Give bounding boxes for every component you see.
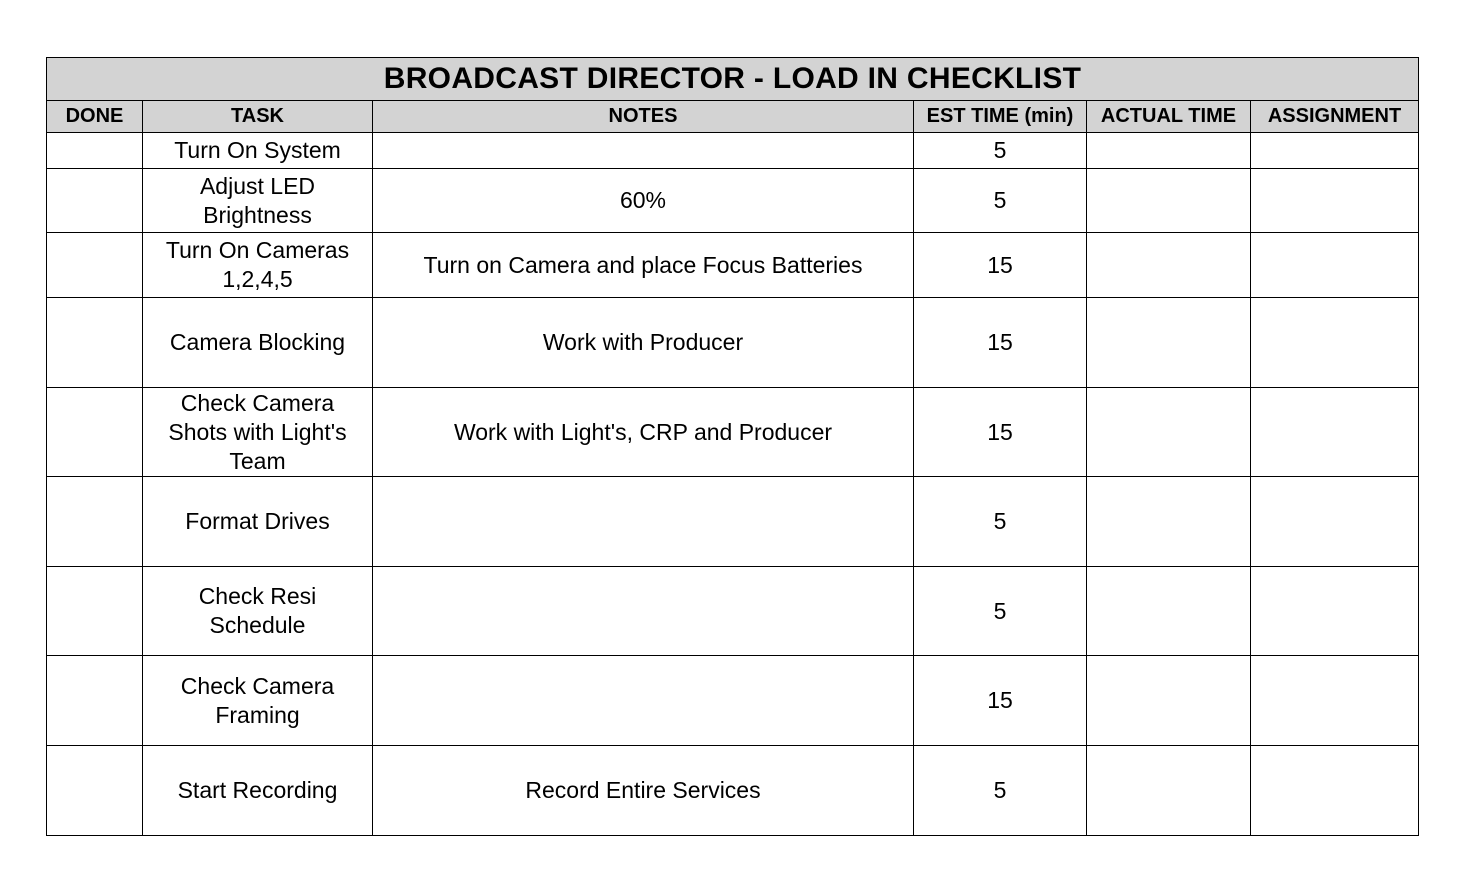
- assignment-cell[interactable]: [1251, 233, 1419, 298]
- notes-cell: [373, 656, 914, 746]
- assignment-cell[interactable]: [1251, 477, 1419, 567]
- actual-time-cell[interactable]: [1087, 477, 1251, 567]
- table-row: [47, 567, 1419, 656]
- column-header-done: DONE: [47, 101, 143, 133]
- column-header-task: TASK: [143, 101, 373, 133]
- title-row: [47, 58, 1419, 101]
- notes-cell: Record Entire Services: [373, 746, 914, 836]
- est-time-cell: 15: [914, 298, 1087, 388]
- table-row: [47, 656, 1419, 746]
- table-row: [47, 746, 1419, 836]
- est-time-cell: 15: [914, 233, 1087, 298]
- est-time-cell: 5: [914, 477, 1087, 567]
- table-row: [47, 388, 1419, 477]
- assignment-cell[interactable]: [1251, 169, 1419, 233]
- est-time-cell: 15: [914, 656, 1087, 746]
- task-cell: Adjust LED Brightness: [143, 169, 373, 233]
- notes-cell: Work with Producer: [373, 298, 914, 388]
- column-header-actual-time: ACTUAL TIME: [1087, 101, 1251, 133]
- est-time-cell: 5: [914, 567, 1087, 656]
- task-cell: Format Drives: [143, 477, 373, 567]
- notes-cell: [373, 133, 914, 169]
- table-row: [47, 169, 1419, 233]
- notes-cell: Turn on Camera and place Focus Batteries: [373, 233, 914, 298]
- assignment-cell[interactable]: [1251, 567, 1419, 656]
- table-row: [47, 298, 1419, 388]
- actual-time-cell[interactable]: [1087, 656, 1251, 746]
- actual-time-cell[interactable]: [1087, 567, 1251, 656]
- est-time-cell: 5: [914, 746, 1087, 836]
- assignment-cell[interactable]: [1251, 133, 1419, 169]
- task-cell: Start Recording: [143, 746, 373, 836]
- notes-cell: 60%: [373, 169, 914, 233]
- est-time-cell: 5: [914, 169, 1087, 233]
- table-row: [47, 477, 1419, 567]
- column-header-notes: NOTES: [373, 101, 914, 133]
- task-cell: Camera Blocking: [143, 298, 373, 388]
- done-cell[interactable]: [47, 388, 143, 477]
- done-cell[interactable]: [47, 169, 143, 233]
- notes-cell: Work with Light's, CRP and Producer: [373, 388, 914, 477]
- done-cell[interactable]: [47, 656, 143, 746]
- done-cell[interactable]: [47, 298, 143, 388]
- actual-time-cell[interactable]: [1087, 133, 1251, 169]
- actual-time-cell[interactable]: [1087, 169, 1251, 233]
- table-row: [47, 233, 1419, 298]
- task-cell: Turn On Cameras 1,2,4,5: [143, 233, 373, 298]
- done-cell[interactable]: [47, 233, 143, 298]
- notes-cell: [373, 477, 914, 567]
- column-header-assignment: ASSIGNMENT: [1251, 101, 1419, 133]
- header-row: [47, 101, 1419, 133]
- done-cell[interactable]: [47, 567, 143, 656]
- actual-time-cell[interactable]: [1087, 746, 1251, 836]
- est-time-cell: 5: [914, 133, 1087, 169]
- column-header-est-time: EST TIME (min): [914, 101, 1087, 133]
- assignment-cell[interactable]: [1251, 388, 1419, 477]
- done-cell[interactable]: [47, 477, 143, 567]
- assignment-cell[interactable]: [1251, 656, 1419, 746]
- est-time-cell: 15: [914, 388, 1087, 477]
- table-row: [47, 133, 1419, 169]
- task-cell: Turn On System: [143, 133, 373, 169]
- assignment-cell[interactable]: [1251, 298, 1419, 388]
- done-cell[interactable]: [47, 133, 143, 169]
- actual-time-cell[interactable]: [1087, 233, 1251, 298]
- task-cell: Check Camera Framing: [143, 656, 373, 746]
- checklist-title: BROADCAST DIRECTOR - LOAD IN CHECKLIST: [47, 58, 1419, 101]
- assignment-cell[interactable]: [1251, 746, 1419, 836]
- checklist-table: [46, 57, 1419, 836]
- notes-cell: [373, 567, 914, 656]
- task-cell: Check Camera Shots with Light's Team: [143, 388, 373, 477]
- done-cell[interactable]: [47, 746, 143, 836]
- actual-time-cell[interactable]: [1087, 298, 1251, 388]
- actual-time-cell[interactable]: [1087, 388, 1251, 477]
- task-cell: Check Resi Schedule: [143, 567, 373, 656]
